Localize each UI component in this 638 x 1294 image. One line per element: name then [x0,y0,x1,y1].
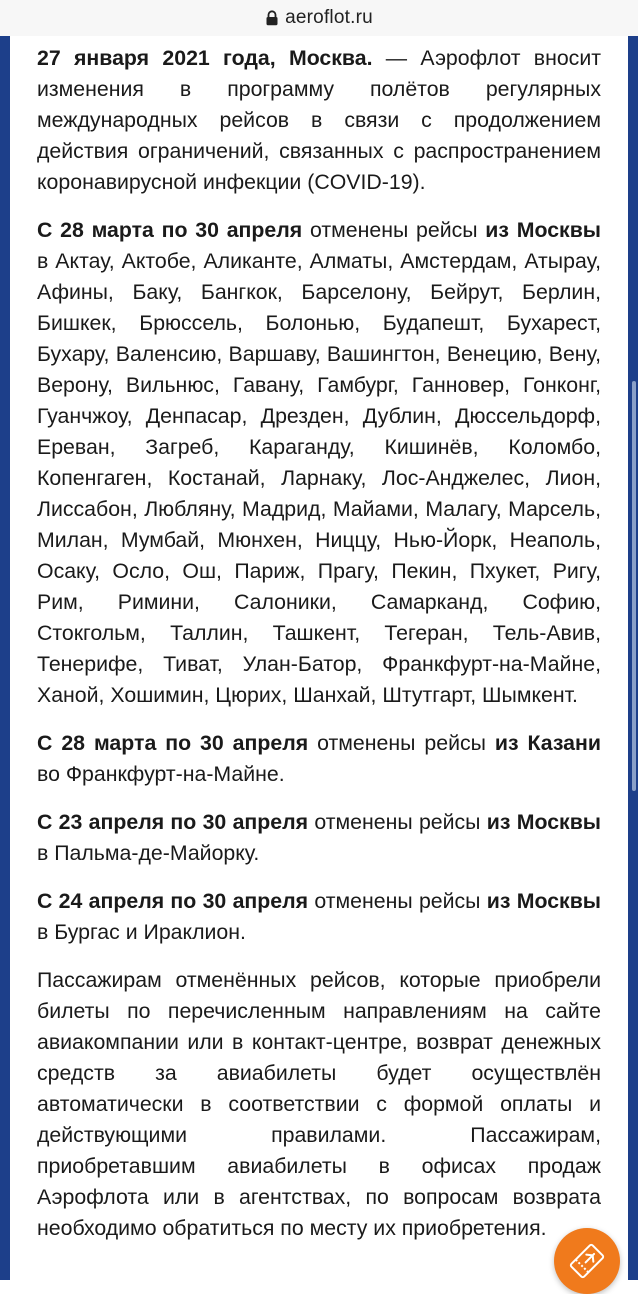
article-text [10,36,628,1244]
floating-action-button[interactable] [554,1228,620,1294]
browser-address-bar[interactable] [0,0,638,37]
page-background-left [0,36,10,1280]
scrollbar[interactable] [632,381,636,791]
burgas-cancellations-paragraph: С 24 апреля по 30 апреля отменены рейсы из Москвы в Бургас и Ираклион. [37,889,601,944]
destination-list: в Актау, Актобе, Аликанте, Алматы, Амстердам, Атырау, Афины, Баку, Бангкок, Барселону, Бейрут, Берлин, Бишкек, Брюссель, Болонью, Будапешт, Бухарест, Бухару, Валенсию, Варшаву, Вашингтон, Венецию, Вену, Верону, Вильнюс, Гавану, Гамбург, Ганновер, Гонконг, Гуанчжоу, Денпасар, Дрезден, Дублин, Дюссельдорф, Ереван, Загреб, Караганду, Кишинёв, Коломбо, Копенгаген, Костанай, Ларнаку, Лос-Анджелес, Лион, Лиссабон, Любляну, Мадрид, Майами, Малагу, Марсель, Милан, Мумбай, Мюнхен, Ниццу, Нью-Йорк, Неаполь, Осаку, Осло, Ош, Париж, Прагу, Пекин, Пхукет, Ригу, Рим, Римини, Салоники, Самарканд, Софию, Стокгольм, Таллин, Ташкент, Тегеран, Тель-Авив, Тенерифе, Тиват, Улан-Батор, Франкфурт-на-Майне, Ханой, Хошимин, Цюрих, Шанхай, Штутгарт, Шымкент. [37,249,601,707]
url-domain: aeroflot.ru [285,7,373,28]
refund-paragraph: Пассажирам отменённых рейсов, которые приобрели билеты по перечисленным направлениям на сайте авиакомпании или в контакт-центре, возврат денежных средств за авиабилеты будет осуществлён автоматически в соответствии с формой оплаты и действующими правилами. Пассажирам, приобретавшим авиабилеты в офисах продаж Аэрофлота или в агентствах, по вопросам возврата необходимо обратиться по месту их приобретения. [37,968,601,1240]
lock-icon [265,10,279,26]
kazan-cancellations-paragraph: С 28 марта по 30 апреля отменены рейсы из Казани во Франкфурт-на-Майне. [37,731,601,786]
plane-ticket-icon [567,1241,607,1281]
moscow-cancellations-paragraph: С 28 марта по 30 апреля отменены рейсы из Москвы в Актау, Актобе, Аликанте, Алматы, Амстердам, Атырау, Афины, Баку, Бангкок, Барселону, Бейрут, Берлин, Бишкек, Брюссель, Болонью, Будапешт, Бухарест, Бухару, Валенсию, Варшаву, Вашингтон, Венецию, Вену, Верону, Вильнюс, Гавану, Гамбург, Ганновер, Гонконг, Гуанчжоу, Денпасар, Дрезден, Дублин, Дюссельдорф, Ереван, Загреб, Караганду, Кишинёв, Коломбо, Копенгаген, Костанай, Ларнаку, Лос-Анджелес, Лион, Лиссабон, Любляну, Мадрид, Майами, Малагу, Марсель, Милан, Мумбай, Мюнхен, Ниццу, Нью-Йорк, Неаполь, Осаку, Осло, Ош, Париж, Прагу, Пекин, Пхукет, Ригу, Рим, Римини, Салоники, Самарканд, Софию, Стокгольм, Таллин, Ташкент, Тегеран, Тель-Авив, Тенерифе, Тиват, Улан-Батор, Франкфурт-на-Майне, Ханой, Хошимин, Цюрих, Шанхай, Штутгарт, Шымкент. [37,218,601,707]
article-content [10,36,628,1280]
page-background-right [628,36,638,1280]
intro-paragraph: 27 января 2021 года, Москва. — Аэрофлот вносит изменения в программу полётов регулярных международных рейсов в связи с продолжением действия ограничений, связанных с распространением коронавирусной инфекции (COVID-19). [37,46,601,194]
dateline: 27 января 2021 года, Москва. [37,46,373,70]
palma-cancellations-paragraph: С 23 апреля по 30 апреля отменены рейсы из Москвы в Пальма-де-Майорку. [37,810,601,865]
